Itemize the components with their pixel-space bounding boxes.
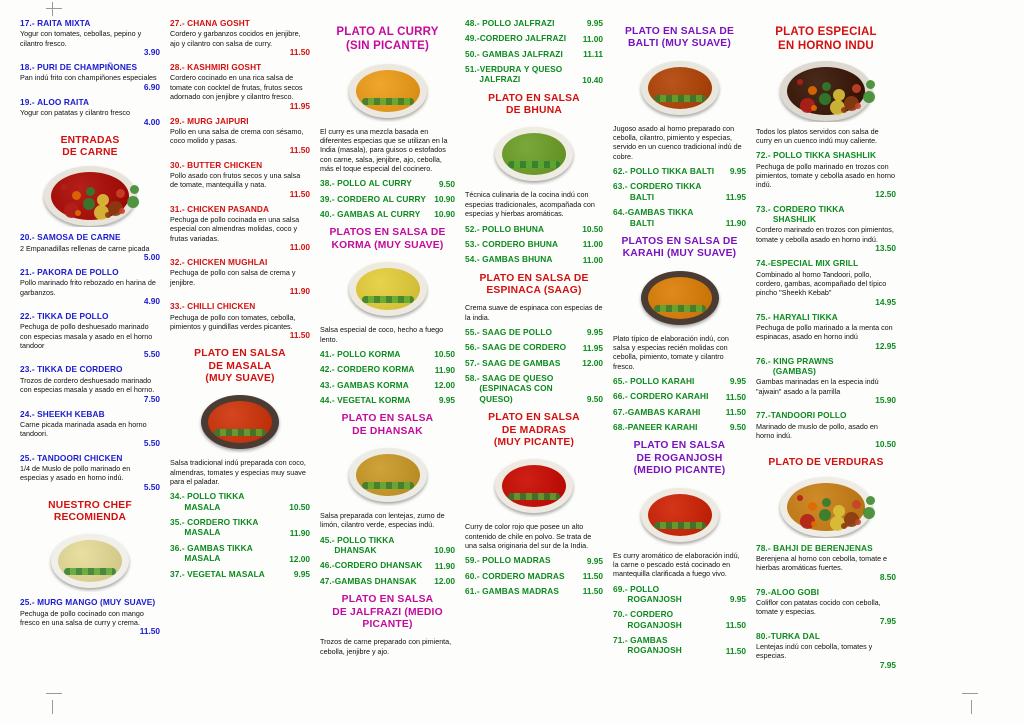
menu-item bbox=[613, 391, 746, 401]
menu-item-price: 5.50 bbox=[143, 481, 160, 492]
menu-item-description: Pechuga de pollo deshuesado marinado con especias masala y asado en el horno tandoor bbox=[20, 322, 153, 351]
crop-mark-bottom-left-2 bbox=[52, 700, 53, 714]
menu-item-price: 12.50 bbox=[875, 188, 896, 199]
menu-item-name: 65.- POLLO KARAHI bbox=[613, 376, 695, 387]
menu-item bbox=[170, 257, 310, 296]
menu-item-name: 50.- GAMBAS JALFRAZI bbox=[465, 48, 563, 59]
menu-item-name: 21.- PAKORA DE POLLO bbox=[20, 266, 119, 277]
menu-item bbox=[320, 395, 455, 405]
menu-item-price: 11.50 bbox=[582, 586, 603, 597]
menu-item-price: 11.90 bbox=[434, 364, 455, 375]
menu-item bbox=[20, 62, 160, 92]
menu-item-price: 7.95 bbox=[879, 659, 896, 670]
menu-item bbox=[613, 407, 746, 417]
menu-item-description: Carne picada marinada asada en horno tandoori. bbox=[20, 419, 147, 439]
section-heading: PLATO EN SALSA DE BHUNA bbox=[488, 92, 580, 117]
menu-item bbox=[756, 258, 896, 306]
menu-item-price: 11.95 bbox=[582, 342, 603, 353]
menu-item-name: 72.- POLLO TIKKA SHASHLIK bbox=[756, 150, 877, 161]
menu-item-name: 22.- TIKKA DE POLLO bbox=[20, 311, 109, 321]
menu-item-name: 60.- CORDERO MADRAS bbox=[465, 570, 565, 581]
dish-photo-bhuna-bowl bbox=[465, 123, 603, 185]
menu-item-description: Yogur con patatas y cilantro fresco bbox=[20, 108, 131, 118]
menu-item-price: 5.50 bbox=[143, 437, 160, 448]
menu-item-name: 25.- TANDOORI CHICKEN bbox=[20, 452, 123, 463]
section-note: El curry es una mezcla basada en diferentes especias que se utilizan en la India (masala), para guisos o estofados con carne, salsa, jenjibre, ajo, cebolla, más el toque especial del cocinero. bbox=[320, 126, 448, 174]
menu-item bbox=[613, 166, 746, 176]
menu-item-name: 48.- POLLO JALFRAZI bbox=[465, 18, 555, 28]
menu-item-price: 10.90 bbox=[434, 194, 455, 205]
menu-item-price: 9.50 bbox=[586, 394, 603, 405]
menu-item-name: 44.- VEGETAL KORMA bbox=[320, 394, 411, 405]
section-note: Es curry aromático de elaboración indú, la carne o pescado está cocinado en mantequilla clarificada a fuego vivo. bbox=[613, 550, 740, 579]
menu-item-name: 59.- POLLO MADRAS bbox=[465, 555, 551, 566]
section-note: Trozos de carne preparado con pimienta, cebolla, jenjibre y ajo. bbox=[320, 637, 452, 656]
dish-photo-curry-bowl-orange bbox=[320, 60, 455, 122]
menu-item bbox=[170, 116, 310, 155]
menu-item-name: 29.- MURG JAIPURI bbox=[170, 115, 249, 126]
menu-item-price: 9.50 bbox=[438, 178, 455, 189]
section-note: Salsa especial de coco, hecho a fuego lento. bbox=[320, 325, 444, 344]
menu-item bbox=[320, 194, 455, 204]
section-note: Técnica culinaria de la cocina indú con especias tradicionales, acompañada con especias y hierbas aromáticas. bbox=[465, 190, 595, 219]
menu-item bbox=[170, 204, 310, 252]
menu-item-name: 69.- POLLO ROGANJOSH bbox=[613, 583, 682, 604]
menu-item bbox=[170, 62, 310, 110]
menu-item bbox=[756, 410, 896, 449]
menu-item-price: 11.00 bbox=[289, 242, 310, 253]
menu-item-name: 52.- POLLO BHUNA bbox=[465, 223, 545, 234]
menu-item-name: 75.- HARYALI TIKKA bbox=[756, 311, 838, 322]
section-heading: PLATO EN SALSA DE BALTI (MUY SUAVE) bbox=[624, 26, 735, 50]
menu-column-3 bbox=[320, 18, 455, 661]
menu-column-4 bbox=[465, 18, 603, 601]
menu-item-price: 12.00 bbox=[289, 553, 310, 564]
menu-item-description: Pollo marinado frito rebozado en harina de garbanzos. bbox=[20, 278, 156, 297]
menu-item-name: 45.- POLLO TIKKA DHANSAK bbox=[320, 534, 395, 556]
menu-item-price: 11.50 bbox=[725, 645, 746, 656]
menu-item-price: 9.95 bbox=[438, 395, 455, 406]
menu-item-description: Pechuga de pollo cocinado con mango fresco en una salsa de curry y crema. bbox=[20, 608, 144, 628]
menu-item-price: 11.50 bbox=[139, 626, 160, 637]
menu-item-price: 12.00 bbox=[434, 576, 455, 587]
menu-item-price: 15.90 bbox=[875, 395, 896, 406]
menu-item-name: 38.- POLLO AL CURRY bbox=[320, 178, 412, 189]
crop-mark-top-left bbox=[46, 8, 62, 25]
section-heading: PLATO EN SALSA DE MASALA (MUY SUAVE) bbox=[194, 348, 286, 384]
section-heading: PLATO AL CURRY (SIN PICANTE) bbox=[336, 26, 439, 52]
menu-item-description: Coliflor con patatas cocido con cebolla, tomate y especias. bbox=[756, 598, 881, 617]
menu-item bbox=[756, 312, 896, 351]
menu-item bbox=[756, 204, 896, 253]
menu-item-name: 57.- SAAG DE GAMBAS bbox=[465, 357, 561, 368]
menu-item-name: 71.- GAMBAS ROGANJOSH bbox=[613, 635, 682, 656]
menu-item-name: 47.-GAMBAS DHANSAK bbox=[320, 575, 417, 586]
dish-photo-balti-bowl bbox=[613, 57, 746, 119]
menu-item-description: Trozos de cordero deshuesado marinado con especias masala y asado en el horno. bbox=[20, 375, 155, 395]
menu-item-price: 9.50 bbox=[729, 422, 746, 433]
menu-item-price: 9.95 bbox=[729, 166, 746, 177]
menu-item-description: Pan indú frito con champiñones especiales bbox=[20, 73, 157, 83]
menu-item-price: 11.00 bbox=[582, 254, 603, 265]
menu-item bbox=[613, 609, 746, 630]
menu-item-name: 39.- CORDERO AL CURRY bbox=[320, 193, 426, 204]
menu-item bbox=[170, 18, 310, 57]
menu-item-name: 24.- SHEEKH KEBAB bbox=[20, 408, 105, 419]
menu-item-price: 11.90 bbox=[289, 286, 310, 297]
menu-item-price: 12.00 bbox=[582, 358, 603, 369]
menu-item-price: 11.50 bbox=[725, 391, 746, 402]
menu-item-name: 31.- CHICKEN PASANDA bbox=[170, 203, 270, 214]
menu-item bbox=[320, 560, 455, 570]
menu-item-price: 11.50 bbox=[582, 571, 603, 582]
dish-photo-tandoori-platter bbox=[20, 165, 160, 227]
menu-item-description: Cordero marinado en trozos con pimientos, tomate y cebolla asado en horno indú. bbox=[756, 225, 894, 244]
menu-item-price: 11.50 bbox=[289, 330, 310, 341]
menu-item-name: 33.- CHILLI CHICKEN bbox=[170, 301, 256, 312]
menu-item-price: 5.00 bbox=[143, 251, 160, 262]
menu-item-price: 9.95 bbox=[729, 594, 746, 605]
menu-item-description: Pechuga de pollo con salsa de crema y jenjibre. bbox=[170, 268, 296, 287]
menu-item bbox=[756, 587, 896, 626]
menu-item-price: 4.90 bbox=[143, 296, 160, 306]
menu-item-description: Marinado de muslo de pollo, asado en horno indú. bbox=[756, 421, 878, 440]
menu-item bbox=[20, 409, 160, 448]
menu-item-name: 80.-TURKA DAL bbox=[756, 630, 820, 641]
menu-item-name: 43.- GAMBAS KORMA bbox=[320, 379, 409, 390]
menu-item-name: 40.- GAMBAS AL CURRY bbox=[320, 209, 421, 220]
menu-item bbox=[465, 33, 603, 43]
section-note: Salsa tradicional indú preparada con coco, almendras, tomates y especias muy suave para el paladar. bbox=[170, 458, 306, 487]
menu-item-name: 61.- GAMBAS MADRAS bbox=[465, 586, 559, 597]
menu-item-description: 1/4 de Muslo de pollo marinado en especias y asado en horno indú. bbox=[20, 463, 131, 483]
menu-item-price: 14.95 bbox=[875, 296, 896, 307]
section-note: Salsa preparada con lentejas, zumo de limón, cilantro verde, especias indú. bbox=[320, 511, 445, 530]
menu-item-description: 2 Empanadillas rellenas de carne picada bbox=[20, 243, 150, 253]
section-note: Curry de color rojo que posee un alto contenido de chile en polvo. Se trata de una salsa originaria del sur de la India. bbox=[465, 522, 592, 550]
section-note: Crema suave de espinaca con especias de la india. bbox=[465, 303, 603, 322]
menu-item-name: 37.- VEGETAL MASALA bbox=[170, 568, 265, 579]
menu-item-name: 25.- MURG MANGO (MUY SUAVE) bbox=[20, 597, 156, 608]
menu-item-price: 3.90 bbox=[143, 47, 160, 58]
menu-item-description: Pechuga de pollo marinado en trozos con pimientos, tomate y cebolla asado en horno indú. bbox=[756, 161, 896, 190]
menu-item bbox=[20, 267, 160, 306]
section-heading: PLATO ESPECIAL EN HORNO INDU bbox=[775, 26, 877, 52]
menu-item bbox=[20, 18, 160, 57]
section-heading: NUESTRO CHEF RECOMIENDA bbox=[48, 499, 132, 524]
menu-item-name: 62.- POLLO TIKKA BALTI bbox=[613, 166, 715, 177]
menu-item bbox=[320, 535, 455, 556]
section-heading: PLATO EN SALSA DE JALFRAZI (MEDIO PICANTE) bbox=[332, 594, 443, 630]
menu-item bbox=[465, 64, 603, 85]
section-heading: PLATO EN SALSA DE MADRAS (MUY PICANTE) bbox=[488, 412, 580, 448]
crop-mark-bottom-right bbox=[962, 693, 978, 710]
menu-item-price: 10.50 bbox=[875, 439, 896, 450]
menu-item bbox=[465, 254, 603, 264]
menu-item-price: 7.95 bbox=[879, 615, 896, 626]
menu-item-name: 41.- POLLO KORMA bbox=[320, 348, 401, 359]
menu-item bbox=[756, 543, 896, 582]
menu-item-description: Lentejas indú con cebolla, tomates y especias. bbox=[756, 642, 873, 661]
menu-item bbox=[465, 571, 603, 581]
menu-item bbox=[170, 491, 310, 512]
menu-item bbox=[613, 181, 746, 202]
menu-item-name: 46.-CORDERO DHANSAK bbox=[320, 560, 423, 571]
menu-item-description: Pechuga de pollo marinado a la menta con espinacas, asado en horno indú bbox=[756, 322, 893, 342]
menu-item bbox=[756, 631, 896, 670]
menu-item-name: 28.- KASHMIRI GOSHT bbox=[170, 62, 262, 73]
dish-photo-korma-bowl bbox=[320, 258, 455, 320]
menu-item-name: 20.- SAMOSA DE CARNE bbox=[20, 232, 121, 243]
dish-photo-karahi-bowl bbox=[613, 267, 746, 329]
menu-item-name: 79.-ALOO GOBI bbox=[756, 586, 820, 597]
menu-column-6 bbox=[756, 18, 896, 675]
menu-item bbox=[465, 239, 603, 249]
menu-item-name: 73.- CORDERO TIKKA SHASHLIK bbox=[756, 203, 845, 225]
menu-item-price: 11.11 bbox=[583, 49, 603, 60]
menu-item bbox=[465, 555, 603, 565]
menu-item bbox=[320, 364, 455, 374]
menu-item-price: 11.00 bbox=[582, 33, 603, 44]
menu-item-price: 12.95 bbox=[875, 340, 896, 351]
menu-item-price: 9.95 bbox=[729, 376, 746, 387]
menu-item bbox=[465, 586, 603, 596]
menu-item-price: 9.95 bbox=[586, 18, 603, 29]
dish-photo-roganjosh-bowl bbox=[613, 484, 746, 546]
menu-item-price: 10.50 bbox=[582, 223, 603, 234]
menu-item-name: 70.- CORDERO ROGANJOSH bbox=[613, 609, 682, 630]
menu-item-price: 4.00 bbox=[143, 116, 160, 127]
menu-item bbox=[613, 376, 746, 386]
menu-item-name: 54.- GAMBAS BHUNA bbox=[465, 254, 553, 265]
menu-item bbox=[465, 224, 603, 234]
menu-item-price: 11.90 bbox=[289, 527, 310, 538]
section-heading: PLATO EN SALSA DE DHANSAK bbox=[341, 413, 434, 437]
menu-item-description: Pechuga de pollo cocinada en una salsa especial con almendras molidas, coco y frutas variadas. bbox=[170, 215, 300, 243]
menu-item-name: 35.- CORDERO TIKKA MASALA bbox=[170, 517, 259, 538]
menu-item-description: Gambas marinadas en la especia indú "ajwain" asado a la parrilla bbox=[756, 377, 879, 396]
dish-photo-masala-karahi bbox=[170, 391, 310, 453]
menu-item bbox=[613, 422, 746, 432]
menu-item-name: 36.- GAMBAS TIKKA MASALA bbox=[170, 542, 253, 564]
menu-item-name: 77.-TANDOORI POLLO bbox=[756, 410, 847, 421]
menu-item-name: 18.- PURI DE CHAMPIÑONES bbox=[20, 62, 138, 73]
menu-item-name: 30.- BUTTER CHICKEN bbox=[170, 159, 263, 170]
menu-item-price: 11.50 bbox=[289, 47, 310, 58]
dish-photo-curry-bowl-white bbox=[20, 530, 160, 592]
menu-item bbox=[20, 364, 160, 403]
section-heading: PLATO EN SALSA DE ESPINACA (SAAG) bbox=[479, 272, 589, 296]
menu-item bbox=[320, 380, 455, 390]
menu-item bbox=[465, 327, 603, 337]
menu-item-price: 10.90 bbox=[434, 545, 455, 556]
menu-item-price: 11.50 bbox=[725, 620, 746, 631]
menu-item-name: 56.- SAAG DE CORDERO bbox=[465, 342, 567, 353]
menu-item-price: 11.95 bbox=[725, 192, 746, 203]
menu-item-description: Cordero cocinado en una rica salsa de tomate con cocktel de frutas, frutos secos adornado con jenjibre y cilantro fresco. bbox=[170, 73, 303, 102]
section-heading: PLATO DE VERDURAS bbox=[768, 457, 884, 469]
menu-item-name: 34.- POLLO TIKKA MASALA bbox=[170, 491, 245, 512]
menu-item bbox=[465, 373, 603, 404]
menu-item-price: 9.95 bbox=[293, 568, 310, 579]
menu-item bbox=[320, 576, 455, 586]
menu-item bbox=[320, 349, 455, 359]
menu-item bbox=[170, 569, 310, 579]
menu-item-price: 10.50 bbox=[289, 502, 310, 513]
menu-item-name: 51.-VERDURA Y QUESO JALFRAZI bbox=[465, 64, 563, 85]
menu-item-price: 11.50 bbox=[289, 188, 310, 199]
menu-item-price: 10.90 bbox=[434, 209, 455, 220]
menu-item bbox=[613, 635, 746, 656]
crop-mark-top-left-2 bbox=[52, 2, 53, 16]
section-heading: PLATO EN SALSA DE ROGANJOSH (MEDIO PICANTE) bbox=[633, 440, 726, 477]
menu-columns bbox=[20, 18, 1004, 706]
menu-column-5 bbox=[613, 18, 746, 661]
menu-item-name: 74.-ESPECIAL MIX GRILL bbox=[756, 258, 859, 269]
menu-item-description: Cordero y garbanzos cocidos en jenjibre, ajo y cilantro con salsa de curry. bbox=[170, 29, 301, 48]
menu-item bbox=[20, 311, 160, 359]
crop-mark-bottom-right-2 bbox=[971, 700, 972, 714]
menu-item bbox=[756, 356, 896, 405]
menu-item-name: 63.- CORDERO TIKKA BALTI bbox=[613, 181, 702, 202]
menu-item-price: 11.50 bbox=[289, 144, 310, 155]
menu-item-price: 8.50 bbox=[879, 571, 896, 582]
menu-item bbox=[20, 97, 160, 127]
menu-item-name: 53.- CORDERO BHUNA bbox=[465, 238, 559, 249]
dish-photo-madras-bowl bbox=[465, 455, 603, 517]
menu-item-name: 67.-GAMBAS KARAHI bbox=[613, 406, 701, 417]
menu-item bbox=[170, 543, 310, 564]
dish-photo-veg-platter bbox=[756, 476, 896, 538]
menu-item-name: 27.- CHANA GOSHT bbox=[170, 18, 250, 28]
menu-item-name: 55.- SAAG DE POLLO bbox=[465, 327, 553, 338]
menu-item bbox=[320, 209, 455, 219]
menu-column-1 bbox=[20, 18, 160, 641]
menu-item-name: 32.- CHICKEN MUGHLAI bbox=[170, 257, 268, 268]
menu-item bbox=[170, 160, 310, 199]
menu-item-name: 49.-CORDERO JALFRAZI bbox=[465, 33, 567, 44]
menu-item-name: 58.- SAAG DE QUESO (ESPINACAS CON QUESO) bbox=[465, 373, 554, 404]
menu-item-description: Yogur con tomates, cebollas, pepino y cilantro fresco. bbox=[20, 29, 142, 48]
menu-item-price: 11.95 bbox=[289, 100, 310, 111]
menu-item-description: Pechuga de pollo con tomates, cebolla, pimientos y guindillas verdes picantes. bbox=[170, 312, 296, 331]
menu-item bbox=[613, 207, 746, 228]
menu-item-name: 23.- TIKKA DE CORDERO bbox=[20, 364, 123, 375]
menu-item-name: 68.-PANEER KARAHI bbox=[613, 422, 698, 433]
menu-item bbox=[20, 453, 160, 492]
dish-photo-tandoor-platter2 bbox=[756, 60, 896, 122]
menu-item-name: 42.- CORDERO KORMA bbox=[320, 364, 415, 375]
menu-item-description: Combinado al horno Tandoori, pollo, cordero, gambas, acompañado del típico pincho "Sheekh Kebab" bbox=[756, 269, 887, 298]
menu-item-description: Pollo en una salsa de crema con sésamo, coco molido y pasas. bbox=[170, 126, 304, 146]
menu-item-price: 9.95 bbox=[586, 327, 603, 338]
menu-item-price: 11.90 bbox=[434, 560, 455, 571]
menu-item-price: 11.00 bbox=[582, 239, 603, 250]
menu-item bbox=[20, 232, 160, 262]
menu-item-name: 76.- KING PRAWNS (GAMBAS) bbox=[756, 355, 834, 377]
menu-item-name: 64.-GAMBAS TIKKA BALTI bbox=[613, 207, 694, 228]
menu-item-price: 11.90 bbox=[725, 217, 746, 228]
section-note: Plato típico de elaboración indú, con salsa y especias recién molidas con cebolla, pimiento, tomate y cilantro fresco. bbox=[613, 333, 729, 371]
section-heading: PLATOS EN SALSA DE KARAHI (MUY SUAVE) bbox=[621, 235, 738, 260]
menu-item bbox=[465, 18, 603, 28]
menu-item-price: 6.90 bbox=[143, 81, 160, 92]
crop-mark-bottom-left bbox=[46, 693, 62, 710]
menu-item-price: 10.40 bbox=[582, 74, 603, 85]
menu-item bbox=[756, 150, 896, 198]
dish-photo-dhansak-bowl bbox=[320, 444, 455, 506]
menu-item-price: 13.50 bbox=[875, 243, 896, 254]
menu-item bbox=[465, 358, 603, 368]
section-heading: PLATOS EN SALSA DE KORMA (MUY SUAVE) bbox=[329, 227, 446, 251]
menu-item-price: 10.50 bbox=[434, 349, 455, 360]
section-heading: ENTRADAS DE CARNE bbox=[60, 134, 120, 158]
menu-item-name: 17.- RAITA MIXTA bbox=[20, 18, 91, 28]
menu-item bbox=[170, 301, 310, 340]
menu-item bbox=[613, 584, 746, 605]
menu-item-name: 19.- ALOO RAITA bbox=[20, 96, 90, 107]
menu-item-name: 66.- CORDERO KARAHI bbox=[613, 391, 709, 402]
menu-item-price: 7.50 bbox=[143, 393, 160, 404]
menu-item-price: 9.95 bbox=[586, 555, 603, 566]
section-note: Todos los platos servidos con salsa de curry en un cuenco indú muy caliente. bbox=[756, 126, 879, 145]
menu-item bbox=[320, 178, 455, 188]
menu-item bbox=[170, 517, 310, 538]
menu-item bbox=[465, 342, 603, 352]
menu-item-description: Pollo asado con frutos secos y una salsa de tomate, mantequilla y nata. bbox=[170, 170, 301, 190]
menu-column-2 bbox=[170, 18, 310, 584]
menu-item-price: 12.00 bbox=[434, 379, 455, 390]
menu-item-name: 78.- BAHJI DE BERENJENAS bbox=[756, 542, 873, 553]
menu-item bbox=[20, 597, 160, 636]
menu-item-price: 11.50 bbox=[725, 407, 746, 418]
section-note: Jugoso asado al horno preparado con cebolla, cilantro, pimiento y especias, servido en un cuenco tradicional indú de cobre. bbox=[613, 123, 742, 161]
menu-item-price: 5.50 bbox=[143, 349, 160, 360]
menu-item bbox=[465, 49, 603, 59]
menu-item-description: Berenjena al horno con cebolla, tomate e hierbas aromáticas fuertes. bbox=[756, 553, 888, 573]
